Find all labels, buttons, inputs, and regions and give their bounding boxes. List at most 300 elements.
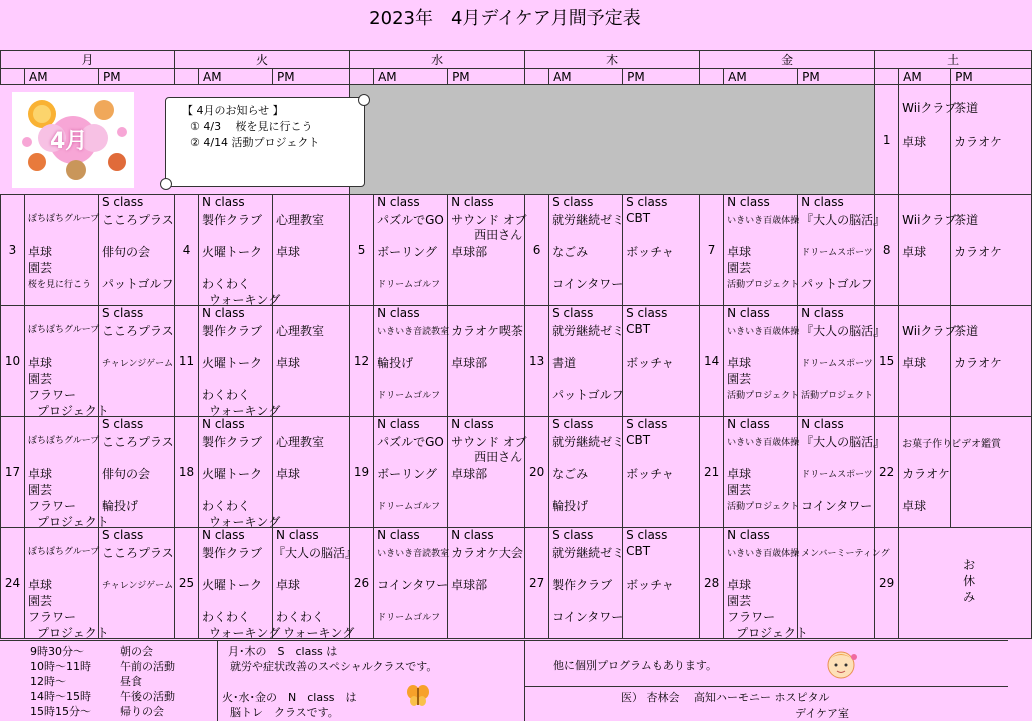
class-label: S class xyxy=(552,195,594,209)
day-cell-am xyxy=(549,195,623,306)
activity: カラオケ xyxy=(954,245,1002,259)
day-cell-am xyxy=(724,306,798,417)
am-label: AM xyxy=(899,69,951,85)
activity: Wiiクラブ xyxy=(902,213,957,227)
activity: ウォーキング xyxy=(283,626,355,640)
activity: 就労継続ゼミ xyxy=(552,435,625,449)
activity: 製作クラブ xyxy=(202,435,263,449)
activity: 西田さん xyxy=(474,450,523,464)
activity: 卓球 xyxy=(28,467,53,481)
april-logo-image xyxy=(12,92,134,188)
activity: 卓球 xyxy=(276,245,301,259)
class-label: N class xyxy=(377,306,420,320)
activity: 活動プロジェクト xyxy=(801,391,873,401)
notice-item: ② 4/14 活動プロジェクト xyxy=(190,136,320,149)
day-cell-closed xyxy=(899,528,1032,639)
activity: 園芸 xyxy=(28,594,53,608)
activity: 卓球 xyxy=(727,245,752,259)
activity: ドリームゴルフ xyxy=(377,280,441,290)
activity: 火曜トーク xyxy=(202,578,263,592)
day-number: 29 xyxy=(875,528,899,639)
day-cell-pm xyxy=(273,306,350,417)
activity: プロジェクト xyxy=(37,515,109,529)
day-number: 10 xyxy=(1,306,25,417)
activity: CBT xyxy=(626,211,651,225)
day-number: 25 xyxy=(175,528,199,639)
activity: ぽちぽちグループ xyxy=(28,214,100,224)
activity: ドリームゴルフ xyxy=(377,613,441,623)
weekday-fri: 金 xyxy=(700,51,875,69)
class-label: S class xyxy=(102,417,144,431)
butterfly-icon xyxy=(406,683,430,707)
day-cell-pm xyxy=(951,85,1032,195)
schedule-row xyxy=(30,673,142,689)
pm-label: PM xyxy=(273,69,350,85)
other-program-box xyxy=(525,641,1008,687)
activity: いきいき百歳体操 xyxy=(727,327,800,337)
schedule-row xyxy=(30,703,164,719)
other-program-note: 他に個別プログラムもあります。 xyxy=(553,659,718,672)
day-number: 6 xyxy=(525,195,549,306)
activity: わくわく xyxy=(202,277,251,291)
activity: ドリームゴルフ xyxy=(377,391,441,401)
day-number: 19 xyxy=(350,417,374,528)
day-cell-pm xyxy=(448,528,525,639)
activity: 卓球 xyxy=(276,356,301,370)
class-label: N class xyxy=(377,195,420,209)
activity: 火曜トーク xyxy=(202,245,263,259)
footer-info xyxy=(525,641,1008,721)
schedule-event: 昼食 xyxy=(120,675,142,688)
schedule-event: 午後の活動 xyxy=(120,690,175,703)
day-number: 1 xyxy=(875,85,899,195)
week-row-5 xyxy=(1,528,1032,639)
activity: 活動プロジェクト xyxy=(727,391,799,401)
class-label: S class xyxy=(626,306,668,320)
s-class-note: 就労や症状改善のスペシャルクラスです。 xyxy=(230,660,438,673)
activity: なごみ xyxy=(552,245,589,259)
activity: わくわく xyxy=(202,388,251,402)
activity: 卓球部 xyxy=(451,245,488,259)
activity: フラワー xyxy=(28,499,77,513)
day-cell-pm xyxy=(99,195,175,306)
activity: なごみ xyxy=(552,467,589,481)
class-label: S class xyxy=(552,306,594,320)
day-cell-pm xyxy=(798,195,886,306)
organization-name: 医） 杏林会 高知ハーモニー ホスピタル xyxy=(621,691,830,704)
day-cell-pm xyxy=(623,306,700,417)
activity: わくわく xyxy=(202,610,251,624)
day-cell-pm xyxy=(623,195,700,306)
activity: 就労継続ゼミ xyxy=(552,546,625,560)
schedule-time: 10時〜11時 xyxy=(30,660,91,673)
activity: ウォーキング xyxy=(209,626,281,640)
day-cell-am xyxy=(199,306,281,418)
day-number: 17 xyxy=(1,417,25,528)
activity: ドリームゴルフ xyxy=(377,502,441,512)
n-class-note: 脳トレ クラスです。 xyxy=(230,706,339,719)
class-label: N class xyxy=(727,528,770,542)
day-cell-pm xyxy=(951,417,1032,528)
activity: わくわく xyxy=(276,610,325,624)
day-cell-am xyxy=(899,195,957,306)
day-cell-pm xyxy=(623,417,700,528)
activity: 園芸 xyxy=(28,483,53,497)
class-label: N class xyxy=(801,306,844,320)
activity: ボッチャ xyxy=(626,578,674,592)
activity: CBT xyxy=(626,544,651,558)
day-cell-am xyxy=(374,306,448,417)
activity: パズルでGO xyxy=(377,213,444,227)
activity: 茶道 xyxy=(954,213,979,227)
activity: パットゴルフ xyxy=(102,277,174,291)
activity: 茶道 xyxy=(954,101,979,115)
activity: わくわく xyxy=(202,499,251,513)
class-label: N class xyxy=(727,417,770,431)
activity: ビデオ鑑賞 xyxy=(951,439,1001,450)
activity: 就労継続ゼミ xyxy=(552,213,625,227)
am-label: AM xyxy=(724,69,798,85)
week-row-1 xyxy=(1,85,1032,195)
activity: 輪投げ xyxy=(552,499,589,513)
activity: ボッチャ xyxy=(626,356,674,370)
pm-label: PM xyxy=(798,69,875,85)
day-cell-am xyxy=(374,417,448,528)
day-cell-am xyxy=(899,306,957,417)
class-label: N class xyxy=(727,306,770,320)
pm-label: PM xyxy=(99,69,175,85)
activity: 卓球 xyxy=(28,245,53,259)
activity: サウンド オブ xyxy=(451,213,527,227)
schedule-row xyxy=(30,643,153,659)
activity: 『大人の脳活』 xyxy=(801,435,886,449)
day-cell-am xyxy=(199,417,281,529)
activity: カラオケ xyxy=(954,135,1002,149)
activity: 桜を見に行こう xyxy=(28,280,92,290)
activity: CBT xyxy=(626,433,651,447)
activity: コインタワー xyxy=(801,499,873,513)
activity: コインタワー xyxy=(552,610,624,624)
activity: 活動プロジェクト xyxy=(727,502,799,512)
day-number: 21 xyxy=(700,417,724,528)
activity: ウォーキング xyxy=(209,293,281,307)
day-number: 24 xyxy=(1,528,25,639)
day-number: 7 xyxy=(700,195,724,306)
page-title: 2023年 4月デイケア月間予定表 xyxy=(369,8,641,29)
weekday-header-row xyxy=(1,51,1032,69)
activity: カラオケ xyxy=(902,467,950,481)
activity: 俳句の会 xyxy=(102,245,151,259)
weekday-thu: 木 xyxy=(525,51,700,69)
class-label: N class xyxy=(377,417,420,431)
activity: 園芸 xyxy=(727,261,752,275)
weekday-wed: 水 xyxy=(350,51,525,69)
activity: パズルでGO xyxy=(377,435,444,449)
class-label: N class xyxy=(727,195,770,209)
activity: こころプラス xyxy=(102,324,174,338)
notice-box xyxy=(165,97,365,187)
activity: 活動プロジェクト xyxy=(727,280,799,290)
day-number: 20 xyxy=(525,417,549,528)
activity: 卓球部 xyxy=(451,356,488,370)
am-label: AM xyxy=(374,69,448,85)
day-cell-am xyxy=(549,417,623,528)
class-label: S class xyxy=(102,195,144,209)
activity: こころプラス xyxy=(102,213,174,227)
day-cell-am xyxy=(25,306,109,418)
activity: 卓球部 xyxy=(451,578,488,592)
activity: ボッチャ xyxy=(626,467,674,481)
activity: 俳句の会 xyxy=(102,467,151,481)
footer xyxy=(0,640,1008,720)
activity: 心理教室 xyxy=(276,213,325,227)
activity: パットゴルフ xyxy=(552,388,624,402)
week-row-2 xyxy=(1,195,1032,306)
day-cell-am xyxy=(374,195,448,306)
activity: ぽちぽちグループ xyxy=(28,325,100,335)
schedule-time: 14時〜15時 xyxy=(30,690,91,703)
activity: メンバーミーティング xyxy=(801,549,890,559)
class-label: N class xyxy=(801,417,844,431)
pm-label: PM xyxy=(623,69,700,85)
activity: 心理教室 xyxy=(276,324,325,338)
activity: 『大人の脳活』 xyxy=(801,213,886,227)
activity: ウォーキング xyxy=(209,404,281,418)
day-number: 27 xyxy=(525,528,549,639)
activity: いきいき百歳体操 xyxy=(727,216,800,226)
class-label: S class xyxy=(552,417,594,431)
activity: カラオケ大会 xyxy=(451,546,523,560)
activity: ドリームスポーツ xyxy=(801,470,873,480)
day-cell-pm xyxy=(448,417,525,528)
schedule-event: 帰りの会 xyxy=(120,705,164,718)
activity: 西田さん xyxy=(474,228,523,242)
activity: 卓球 xyxy=(902,135,927,149)
class-label: S class xyxy=(102,306,144,320)
activity: お菓子作り xyxy=(902,439,953,450)
day-cell-am xyxy=(25,417,109,529)
activity: 製作クラブ xyxy=(202,546,263,560)
weekday-mon: 月 xyxy=(1,51,175,69)
day-cell-pm xyxy=(951,195,1032,306)
class-label: S class xyxy=(552,528,594,542)
class-label: S class xyxy=(626,195,668,209)
activity: こころプラス xyxy=(102,435,174,449)
activity: 卓球 xyxy=(902,356,927,370)
schedule-time: 9時30分〜 xyxy=(30,645,84,658)
class-label: N class xyxy=(451,528,494,542)
activity: 園芸 xyxy=(28,261,53,275)
activity: ボーリング xyxy=(377,245,437,259)
activity: フラワー xyxy=(28,388,77,402)
activity: ボーリング xyxy=(377,467,437,481)
activity: 卓球 xyxy=(28,578,53,592)
activity: いきいき百歳体操 xyxy=(727,438,800,448)
day-number: 28 xyxy=(700,528,724,639)
day-cell-pm xyxy=(951,306,1032,417)
activity: ボッチャ xyxy=(626,245,674,259)
day-cell-pm xyxy=(273,195,350,306)
activity: 卓球 xyxy=(902,245,927,259)
day-cell-pm xyxy=(798,417,886,528)
activity: 園芸 xyxy=(727,594,752,608)
am-label: AM xyxy=(549,69,623,85)
pm-label: PM xyxy=(448,69,525,85)
day-number: 18 xyxy=(175,417,199,528)
day-cell-am xyxy=(724,417,798,528)
class-label: N class xyxy=(202,417,245,431)
class-label: N class xyxy=(202,528,245,542)
girl-face-icon xyxy=(821,645,861,681)
activity: パットゴルフ xyxy=(801,277,873,291)
day-number: 5 xyxy=(350,195,374,306)
activity: 火曜トーク xyxy=(202,467,263,481)
activity: プロジェクト xyxy=(736,626,808,640)
pm-label: PM xyxy=(951,69,1032,85)
activity: 園芸 xyxy=(727,372,752,386)
activity: ぽちぽちグループ xyxy=(28,547,100,557)
closed-label: み xyxy=(963,590,976,604)
schedule-event: 朝の会 xyxy=(120,645,153,658)
activity: 卓球 xyxy=(28,356,53,370)
activity: 火曜トーク xyxy=(202,356,263,370)
day-number: 15 xyxy=(875,306,899,417)
activity: 卓球 xyxy=(276,578,301,592)
schedule-time: 15時15分〜 xyxy=(30,705,91,718)
day-number: 11 xyxy=(175,306,199,417)
activity: カラオケ xyxy=(954,356,1002,370)
day-cell-pm xyxy=(99,417,175,528)
class-label: N class xyxy=(202,306,245,320)
activity: Wiiクラブ xyxy=(902,324,957,338)
day-cell-pm xyxy=(623,528,700,639)
day-cell-pm xyxy=(99,528,175,639)
class-label: S class xyxy=(102,528,144,542)
am-label: AM xyxy=(25,69,99,85)
activity: Wiiクラブ xyxy=(902,101,957,115)
activity: 園芸 xyxy=(727,483,752,497)
activity: こころプラス xyxy=(102,546,174,560)
weekday-sat: 土 xyxy=(875,51,1032,69)
am-label: AM xyxy=(199,69,273,85)
schedule-row xyxy=(30,658,175,674)
class-label: N class xyxy=(451,195,494,209)
day-cell-pm xyxy=(448,195,525,306)
closed-label: お xyxy=(963,558,976,572)
activity: ドリームスポーツ xyxy=(801,359,873,369)
day-number: 22 xyxy=(875,417,899,528)
activity: 輪投げ xyxy=(377,356,414,370)
day-cell-am xyxy=(724,528,808,640)
day-number: 14 xyxy=(700,306,724,417)
activity: チャレンジゲーム xyxy=(102,581,174,591)
day-cell-pm xyxy=(798,306,886,417)
week-row-4 xyxy=(1,417,1032,528)
notice-item: ① 4/3 桜を見に行こう xyxy=(190,120,313,133)
activity: 卓球 xyxy=(727,356,752,370)
notice-heading: 【 4月のお知らせ 】 xyxy=(182,104,284,117)
activity: ぽちぽちグループ xyxy=(28,436,100,446)
activity: いきいき百歳体操 xyxy=(727,549,800,559)
day-number: 12 xyxy=(350,306,374,417)
day-cell-am xyxy=(724,195,798,306)
day-number: 4 xyxy=(175,195,199,306)
day-number: 3 xyxy=(1,195,25,306)
activity: いきいき音読教室 xyxy=(377,327,450,337)
activity: 茶道 xyxy=(954,324,979,338)
activity: 製作クラブ xyxy=(552,578,613,592)
class-label: N class xyxy=(451,417,494,431)
activity: 園芸 xyxy=(28,372,53,386)
activity: 卓球部 xyxy=(451,467,488,481)
activity: 製作クラブ xyxy=(202,213,263,227)
activity: チャレンジゲーム xyxy=(102,359,174,369)
calendar-table xyxy=(0,50,1032,639)
activity: カラオケ喫茶 xyxy=(451,324,523,338)
day-cell-am xyxy=(199,195,281,307)
weekday-tue: 火 xyxy=(175,51,350,69)
class-label: N class xyxy=(801,195,844,209)
activity: 卓球 xyxy=(902,499,927,513)
day-cell-am xyxy=(899,417,951,528)
day-cell-am xyxy=(549,528,623,639)
schedule-row xyxy=(30,688,175,704)
class-label: N class xyxy=(377,528,420,542)
logo-month-label: 4月 xyxy=(50,129,88,154)
class-label: N class xyxy=(276,528,319,542)
activity: プロジェクト xyxy=(37,404,109,418)
day-cell-am xyxy=(549,306,623,417)
empty-days xyxy=(350,85,875,195)
day-cell-pm xyxy=(273,417,350,528)
day-cell-am xyxy=(899,85,957,195)
class-label: N class xyxy=(202,195,245,209)
activity: 卓球 xyxy=(727,578,752,592)
closed-label: 休 xyxy=(963,574,976,588)
activity: コインタワー xyxy=(552,277,624,291)
department-name: デイケア室 xyxy=(795,707,850,720)
day-cell-pm xyxy=(273,528,358,640)
activity: 『大人の脳活』 xyxy=(273,546,358,560)
s-class-note: 月･木の S class は xyxy=(228,645,338,658)
activity: フラワー xyxy=(28,610,77,624)
day-cell-pm xyxy=(99,306,175,417)
week-row-3 xyxy=(1,306,1032,417)
activity: 製作クラブ xyxy=(202,324,263,338)
daily-schedule xyxy=(0,641,218,721)
activity: 『大人の脳活』 xyxy=(801,324,886,338)
activity: いきいき音読教室 xyxy=(377,549,450,559)
activity: フラワー xyxy=(727,610,776,624)
n-class-note: 火･水･金の N class は xyxy=(222,691,357,704)
day-number: 8 xyxy=(875,195,899,306)
activity: 卓球 xyxy=(276,467,301,481)
day-number: 26 xyxy=(350,528,374,639)
activity: コインタワー xyxy=(377,578,449,592)
activity: 就労継続ゼミ xyxy=(552,324,625,338)
activity: 卓球 xyxy=(727,467,752,481)
schedule-event: 午前の活動 xyxy=(120,660,175,673)
class-description xyxy=(218,641,525,721)
activity: 書道 xyxy=(552,356,577,370)
day-number: 13 xyxy=(525,306,549,417)
activity: プロジェクト xyxy=(37,626,109,640)
activity: CBT xyxy=(626,322,651,336)
activity: サウンド オブ xyxy=(451,435,527,449)
day-cell-am xyxy=(25,195,99,306)
activity: ウォーキング xyxy=(209,515,281,529)
class-label: S class xyxy=(626,528,668,542)
